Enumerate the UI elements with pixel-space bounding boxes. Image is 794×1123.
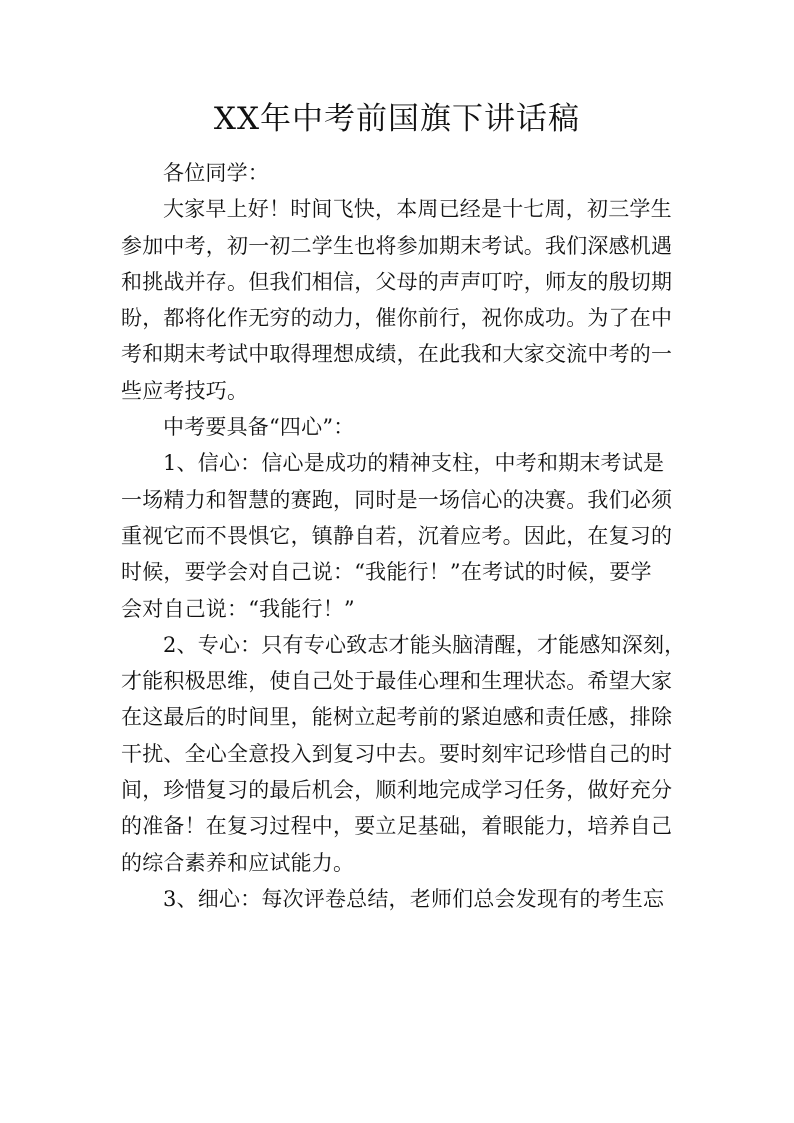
document-body [121, 155, 686, 917]
text-line: 间，珍惜复习的最后机会，顺利地完成学习任务，做好充分 [121, 778, 673, 803]
text-line: 的综合素养和应试能力。 [121, 850, 355, 875]
text-line: 大家早上好！时间飞快，本周已经是十七周，初三学生 [163, 197, 672, 222]
text-line: 2、专心：只有专心致志才能头脑清醒，才能感知深刻， [163, 632, 686, 657]
text-line: 在这最后的时间里，能树立起考前的紧迫感和责任感，排除 [121, 705, 673, 730]
text-line: 干扰、全心全意投入到复习中去。要时刻牢记珍惜自己的时 [121, 741, 673, 766]
text-line: 3、细心：每次评卷总结，老师们总会发现有的考生忘 [163, 886, 665, 911]
text-line: 1、信心：信心是成功的精神支柱，中考和期末考试是 [163, 451, 665, 476]
text-line: 才能积极思维，使自己处于最佳心理和生理状态。希望大家 [121, 669, 673, 694]
text-line: 盼，都将化作无穷的动力，催你前行，祝你成功。为了在中 [121, 306, 673, 331]
text-line: 参加中考，初一初二学生也将参加期末考试。我们深感机遇 [121, 233, 673, 258]
text-line: 一场精力和智慧的赛跑，同时是一场信心的决赛。我们必须 [121, 487, 673, 512]
text-line: 会对自己说：“我能行！” [121, 596, 355, 621]
text-line: 些应考技巧。 [121, 378, 249, 403]
text-line: 考和期末考试中取得理想成绩，在此我和大家交流中考的一 [121, 342, 673, 367]
text-line: 各位同学： [163, 161, 269, 185]
document-title: XX年中考前国旗下讲话稿 [213, 101, 581, 137]
text-line: 时候，要学会对自己说：“我能行！”在考试的时候，要学 [121, 560, 652, 585]
text-line: 重视它而不畏惧它，镇静自若，沉着应考。因此，在复习的 [121, 523, 673, 548]
text-line: 中考要具备“四心”： [163, 415, 355, 440]
text-line: 和挑战并存。但我们相信，父母的声声叮咛，师友的殷切期 [121, 269, 673, 294]
text-line: 的准备！在复习过程中，要立足基础，着眼能力，培养自己 [121, 814, 673, 839]
